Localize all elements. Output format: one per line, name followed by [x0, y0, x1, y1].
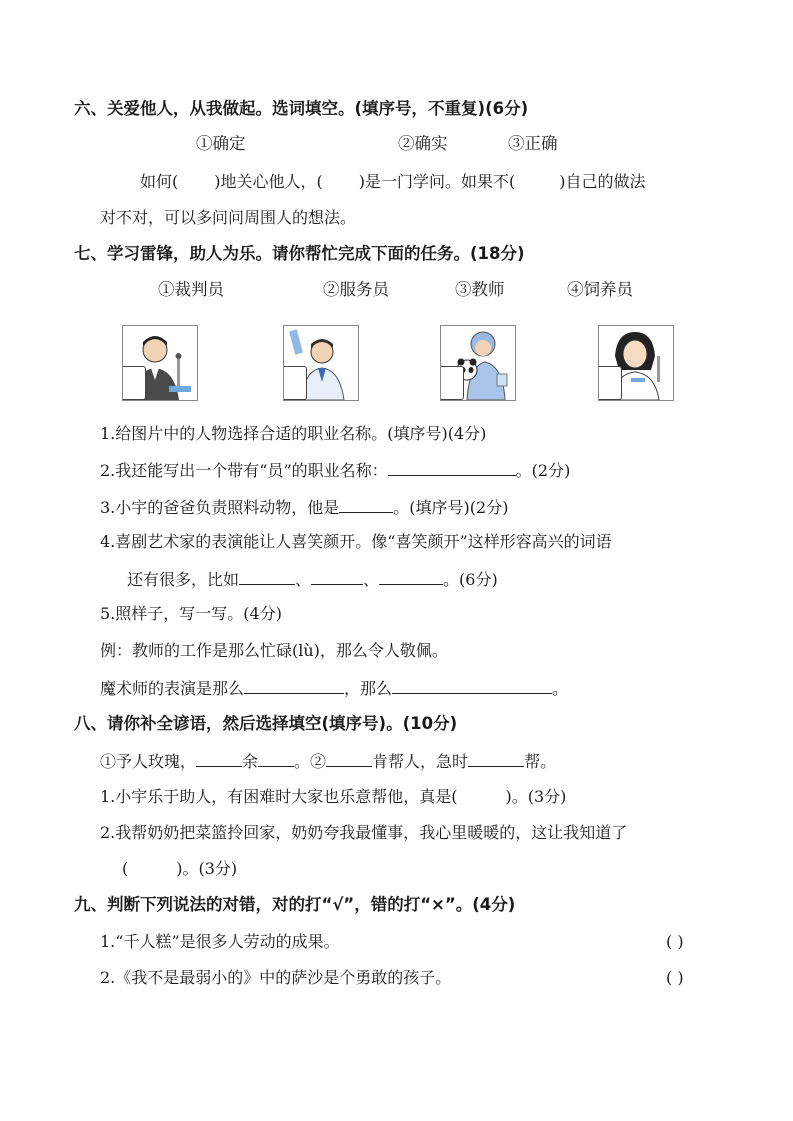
- section-8-heading: 八、请你补全谚语，然后选择填空(填序号)。(10分): [74, 714, 458, 733]
- proverb-blank-2[interactable]: [258, 748, 294, 767]
- judge-answer-1[interactable]: ( ): [666, 932, 684, 951]
- answer-box-3[interactable]: [440, 366, 464, 400]
- s7-question-4-line1: 4.喜剧艺术家的表演能让人喜笑颜开。像“喜笑颜开”这样形容高兴的词语: [100, 532, 612, 551]
- proverb-blank-3[interactable]: [326, 748, 372, 767]
- section-6-paragraph-line1: 如何( )地关心他人，( )是一门学问。如果不( )自己的做法: [140, 172, 646, 191]
- answer-box-2[interactable]: [283, 366, 307, 400]
- picture-teacher: [283, 325, 359, 401]
- job-option-4: ④饲养员: [567, 280, 633, 299]
- s7-question-5: 5.照样子，写一写。(4分): [100, 604, 282, 623]
- answer-box-1[interactable]: [122, 366, 146, 400]
- job-option-1: ①裁判员: [158, 280, 224, 299]
- section-9-heading: 九、判断下列说法的对错，对的打“√”，错的打“×”。(4分): [74, 895, 516, 914]
- answer-blank-magic-1[interactable]: [244, 675, 344, 694]
- picture-zookeeper: [440, 325, 516, 401]
- section-7-heading: 七、学习雷锋，助人为乐。请你帮忙完成下面的任务。(18分): [74, 244, 525, 263]
- answer-blank-word-2[interactable]: [311, 566, 363, 585]
- section-6-heading: 六、关爱他人，从我做起。选词填空。(填序号，不重复)(6分): [74, 99, 529, 118]
- answer-blank-word-3[interactable]: [379, 566, 443, 585]
- proverb-blank-4[interactable]: [468, 748, 524, 767]
- proverb-blank-1[interactable]: [196, 748, 242, 767]
- job-option-2: ②服务员: [323, 280, 389, 299]
- job-option-3: ③教师: [455, 280, 505, 299]
- judge-statement-2: 2.《我不是最弱小的》中的萨沙是个勇敢的孩子。: [100, 968, 452, 987]
- judge-statement-1: 1.“千人糕”是很多人劳动的成果。: [100, 932, 340, 951]
- s7-example: 例：教师的工作是那么忙碌(lù)，那么令人敬佩。: [100, 641, 448, 660]
- answer-blank-word-1[interactable]: [239, 566, 295, 585]
- s7-question-1: 1.给图片中的人物选择合适的职业名称。(填序号)(4分): [100, 424, 487, 443]
- section-6-paragraph-line2: 对不对，可以多问问周围人的想法。: [100, 208, 357, 227]
- answer-blank-caretaker[interactable]: [339, 494, 393, 513]
- judge-answer-2[interactable]: ( ): [666, 968, 684, 987]
- picture-referee: [122, 325, 198, 401]
- s8-question-1: 1.小宇乐于助人，有困难时大家也乐意帮他，真是( )。(3分): [100, 787, 567, 806]
- option-2: ②确实: [398, 134, 448, 153]
- s7-question-5-blank-line: 魔术师的表演是那么 ，那么 。: [100, 675, 568, 701]
- s8-question-2-line1: 2.我帮奶奶把菜篮拎回家，奶奶夸我最懂事，我心里暖暖的，这让我知道了: [100, 823, 628, 842]
- option-3: ③正确: [508, 134, 558, 153]
- option-1: ①确定: [196, 134, 246, 153]
- picture-waitress: [598, 325, 674, 401]
- answer-box-4[interactable]: [598, 366, 622, 400]
- s7-question-2: 2.我还能写出一个带有“员”的职业名称： 。(2分): [100, 457, 570, 483]
- answer-blank-magic-2[interactable]: [392, 675, 552, 694]
- answer-blank-job[interactable]: [388, 457, 516, 476]
- s7-question-4-line2: 还有很多，比如 、 、 。(6分): [127, 566, 498, 592]
- s7-question-3: 3.小宇的爸爸负责照料动物，他是 。(填序号)(2分): [100, 494, 508, 520]
- s8-question-2-line2: ( )。(3分): [122, 859, 238, 878]
- proverb-line: ①予人玫瑰， 余 。② 肯帮人，急时 帮。: [100, 748, 556, 774]
